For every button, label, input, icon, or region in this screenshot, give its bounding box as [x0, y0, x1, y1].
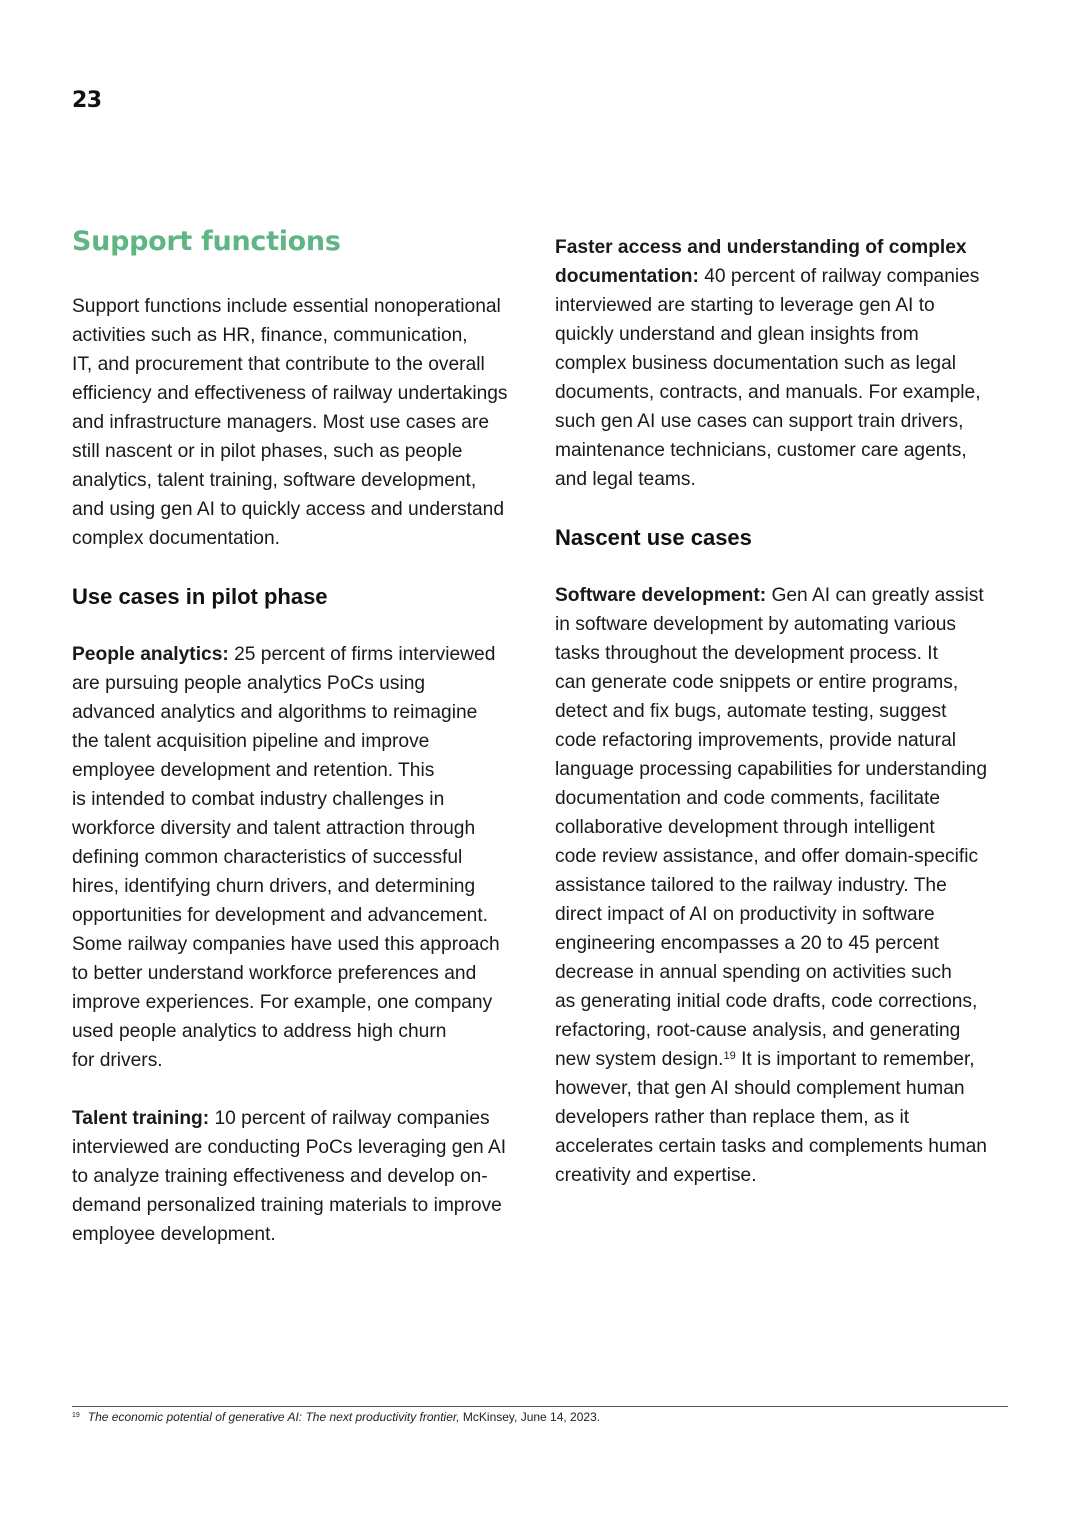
left-column [72, 292, 542, 1249]
section-title: Support functions [72, 226, 341, 257]
people-analytics-lead: People analytics: [72, 644, 229, 665]
intro-paragraph: Support functions include essential nonoperational activities such as HR, finance, communication, IT, and procurement that contribute to the overall efficiency and effectiveness of railway undertakings and infrastructure managers. Most use cases are still nascent or in pilot phases, such as people analytics, talent training, software development, and using gen AI to quickly access and understand complex documentation. [72, 296, 508, 549]
footnote [72, 1410, 600, 1424]
footnote-divider [72, 1406, 1008, 1407]
footnote-mark: 19 [72, 1412, 80, 1419]
software-development-lead: Software development: [555, 585, 767, 606]
talent-training-text: 10 percent of railway companies interviewed are conducting PoCs leveraging gen AI to analyze training effectiveness and develop on- demand personalized training materials to improve employee development. [72, 1108, 507, 1245]
footnote-title: The economic potential of generative AI: The next productivity frontier, [87, 1410, 460, 1424]
pilot-heading: Use cases in pilot phase [72, 584, 328, 609]
right-column [555, 233, 1025, 1190]
page-number: 23 [72, 88, 102, 113]
footnote-source: McKinsey, June 14, 2023. [459, 1410, 601, 1424]
documentation-text: 40 percent of railway companies interviewed are starting to leverage gen AI to quickly understand and glean insights from complex business documentation such as legal documents, contracts, and manuals. For example, such gen AI use cases can support train drivers, maintenance technicians, customer care agents, and legal teams. [555, 266, 981, 490]
nascent-heading: Nascent use cases [555, 525, 752, 550]
people-analytics-paragraph [72, 640, 542, 1075]
software-development-paragraph [555, 581, 1025, 1190]
documentation-lead: Faster access and understanding of complex documentation: [555, 237, 967, 287]
software-development-text-continued: It is important to remember, however, that gen AI should complement human developers rather than replace them, as it accelerates certain tasks and complements human creativity and expertise. [555, 1049, 987, 1186]
talent-training-paragraph [72, 1104, 542, 1249]
software-development-text: Gen AI can greatly assist in software development by automating various tasks throughout the development process. It can generate code snippets or entire programs, detect and fix bugs, automate testing, suggest code refactoring improvements, provide natural language processing capabilities for understanding documentation and code comments, facilitate collaborative development through intelligent code review assistance, and offer domain-specific assistance tailored to the railway industry. The direct impact of AI on productivity in software engineering encompasses a 20 to 45 percent decrease in annual spending on activities such as generating initial code drafts, code corrections, refactoring, root-cause analysis, and generating new system design. [555, 585, 988, 1070]
talent-training-lead: Talent training: [72, 1108, 210, 1129]
footnote-reference[interactable]: 19 [723, 1050, 736, 1062]
people-analytics-text: 25 percent of firms interviewed are pursuing people analytics PoCs using advanced analytics and algorithms to reimagine the talent acquisition pipeline and improve employee development and retention. This is intended to combat industry challenges in workforce diversity and talent attraction through defining common characteristics of successful hires, identifying churn drivers, and determining opportunities for development and advancement. Some railway companies have used this approach to better understand workforce preferences and improve experiences. For example, one company used people analytics to address high churn for drivers. [72, 644, 500, 1071]
documentation-paragraph [555, 233, 1025, 494]
